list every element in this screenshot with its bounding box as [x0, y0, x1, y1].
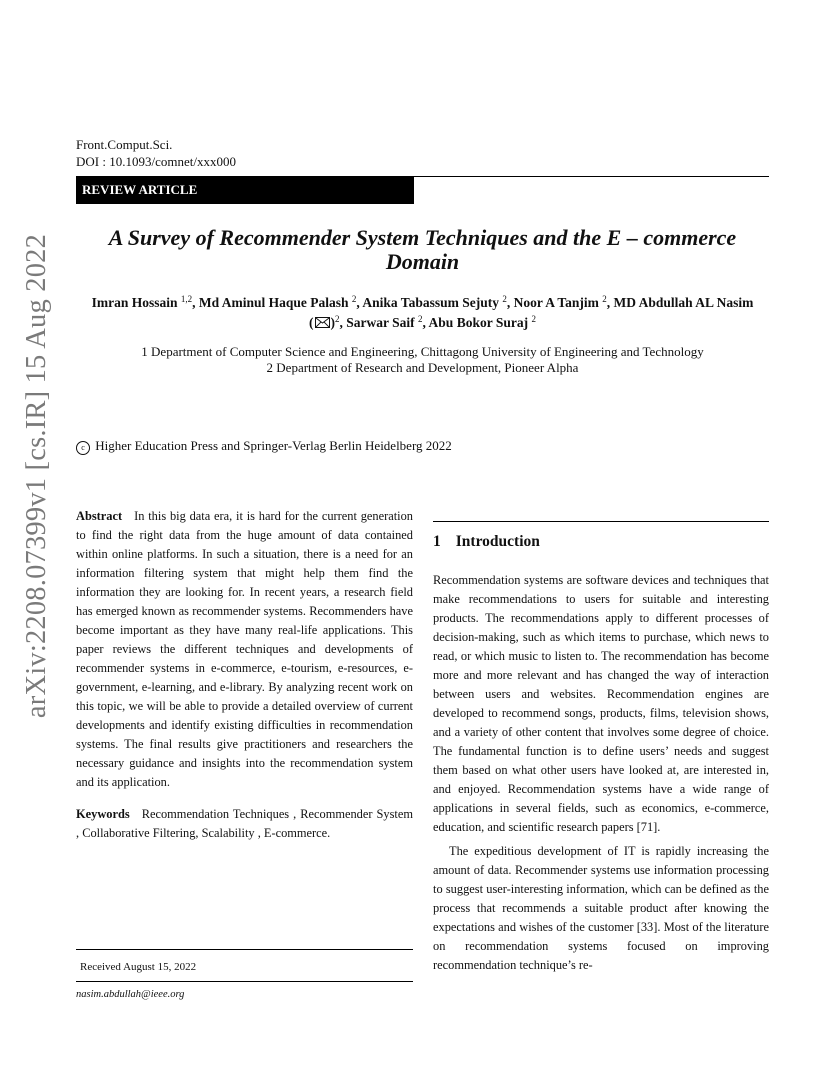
affiliation-1: 1 Department of Computer Science and Engineering, Chittagong University of Engineering and Technology	[141, 344, 704, 359]
copyright-text: Higher Education Press and Springer-Verlag Berlin Heidelberg 2022	[95, 438, 452, 453]
author: Imran Hossain	[91, 295, 178, 310]
author: , Abu Bokor Suraj	[422, 315, 529, 330]
section-heading	[433, 532, 540, 552]
header-rule	[414, 176, 769, 177]
footnote-rule-top	[76, 949, 413, 950]
journal-name: Front.Comput.Sci.	[76, 137, 173, 152]
introduction-column	[433, 571, 769, 975]
paragraph: Recommendation systems are software devices and techniques that make recommendations to users for suitable and interesting products. The recommendations apply to different processes of decision-making, such as which items to purchase, which news to read, or which music to listen to. The recommendation has become more and more relevant and has changed the way of interaction between users and websites. Recommendation engines are developed to recommend songs, products, films, television shows, and a variety of other content that involves some degree of choice. The fundamental function is to define users’ needs and suggest them based on what other users have looked at, are interested in, and enjoyed. Recommendation systems have a wide range of applications in several fields, such as economics, e-commerce, education, and scientific research papers [71].	[433, 573, 769, 834]
author: , Noor A Tanjim	[506, 295, 599, 310]
section-number: 1	[433, 533, 441, 550]
author-list: Imran Hossain $^{1,2}$, Md Aminul Haque Palash $^2$, Anika Tabassum Sejuty $^2$, Noor A Tanjim $^2$, MD Abdullah AL Nasim ( )$^2$, Sarwar Saif $^2$, Abu Bokor Suraj $^2$	[91, 294, 754, 330]
article-type-banner: REVIEW ARTICLE	[76, 176, 414, 204]
doi: DOI : 10.1093/comnet/xxx000	[76, 154, 236, 169]
keywords-label: Keywords	[76, 807, 130, 821]
author: , Anika Tabassum Sejuty	[356, 295, 499, 310]
paragraph: The expeditious development of IT is rapidly increasing the amount of data. Recommender systems use information processing to suggest user-interesting information, which can be defined as the process that recommends a suitable product after knowing the expectations and wishes of the customer [33]. Most of the literature on recommendation systems focused on improving recommendation technique’s re-	[433, 844, 769, 972]
author: , Md Aminul Haque Palash	[192, 295, 349, 310]
author: , Sarwar Saif	[339, 315, 415, 330]
copyright-line	[76, 437, 452, 455]
corresponding-email: nasim.abdullah@ieee.org	[76, 989, 185, 1000]
abstract-text: In this big data era, it is hard for the current generation to find the right data from the huge amount of data contained within online platforms. In such a situation, there is a need for an information filtering system that might help them find the information they are looking for. In recent years, a research field has emerged known as recommender systems. Recommenders have become important as they have many real-life applications. This paper reviews the different techniques and developments of recommender systems in e-commerce, e-tourism, e-resources, e-government, e-learning, and e-library. By analyzing recent work on this topic, we will be able to provide a detailed overview of current developments and identify existing difficulties in recommendation systems. The final results give practitioners and researchers the necessary guidance and insights into the recommendation system and its application.	[76, 509, 413, 789]
abstract-column	[76, 507, 413, 843]
arxiv-id: arXiv:2208.07399v1 [cs.IR] 15 Aug 2022	[21, 233, 53, 719]
received-date: Received August 15, 2022	[80, 961, 197, 973]
keywords-text: Recommendation Techniques , Recommender System , Collaborative Filtering, Scalability , E-commerce.	[76, 807, 413, 840]
envelope-icon	[315, 317, 330, 328]
footnote-rule-bottom	[76, 981, 413, 982]
abstract-label: Abstract	[76, 509, 123, 523]
author: , MD Abdullah AL Nasim	[606, 295, 754, 310]
paper-title: A Survey of Recommender System Techniques and the E – commerce Domain	[108, 225, 737, 274]
section-rule	[433, 521, 769, 522]
arxiv-sidebar-stamp	[16, 233, 58, 719]
keywords	[76, 805, 413, 843]
section-title: Introduction	[455, 533, 540, 550]
copyright-icon: c	[76, 441, 90, 455]
affiliation-2: 2 Department of Research and Development, Pioneer Alpha	[266, 360, 579, 375]
abstract	[76, 507, 413, 792]
